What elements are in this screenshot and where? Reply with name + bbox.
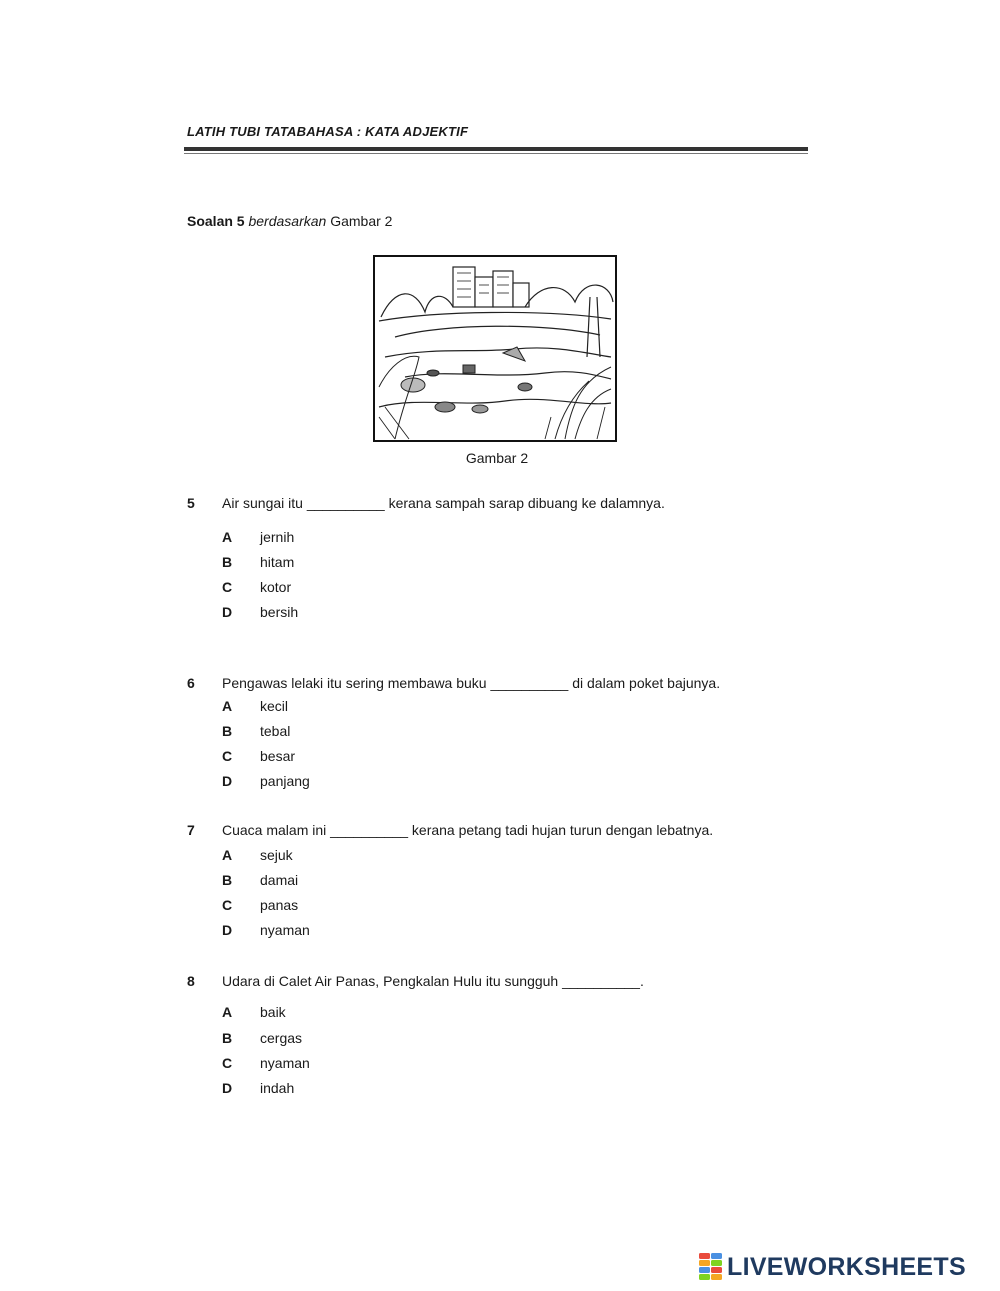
option-d[interactable] bbox=[222, 1080, 294, 1096]
option-text: cergas bbox=[260, 1030, 303, 1046]
option-c[interactable] bbox=[222, 1055, 310, 1071]
illustration-drawing bbox=[375, 257, 615, 440]
option-text: nyaman bbox=[260, 1055, 310, 1071]
option-letter: C bbox=[222, 1055, 233, 1071]
question-text: Pengawas lelaki itu sering membawa buku __________ di dalam poket bajunya. bbox=[222, 675, 721, 691]
option-d[interactable] bbox=[222, 604, 298, 620]
option-text: baik bbox=[260, 1004, 286, 1020]
option-letter: A bbox=[222, 698, 233, 714]
option-c[interactable] bbox=[222, 748, 295, 764]
option-d[interactable] bbox=[222, 773, 310, 789]
instruction-italic: berdasarkan bbox=[248, 213, 327, 229]
option-b[interactable] bbox=[222, 872, 298, 888]
question-number: 8 bbox=[187, 973, 195, 989]
option-letter: D bbox=[222, 922, 233, 938]
option-letter: B bbox=[222, 872, 233, 888]
option-letter: B bbox=[222, 723, 233, 739]
option-letter: C bbox=[222, 897, 233, 913]
option-text: panas bbox=[260, 897, 299, 913]
logo-block-4 bbox=[699, 1274, 710, 1280]
question-number: 7 bbox=[187, 822, 195, 838]
option-text: kecil bbox=[260, 698, 289, 714]
option-a[interactable] bbox=[222, 698, 288, 714]
option-b[interactable] bbox=[222, 723, 290, 739]
option-letter: C bbox=[222, 748, 233, 764]
logo-block-2 bbox=[699, 1260, 710, 1266]
logo-block-3 bbox=[699, 1267, 710, 1273]
question-text: Udara di Calet Air Panas, Pengkalan Hulu itu sungguh __________. bbox=[222, 973, 644, 989]
option-letter: C bbox=[222, 579, 233, 595]
worksheet-title: LATIH TUBI TATABAHASA : KATA ADJEKTIF bbox=[187, 124, 469, 139]
option-letter: D bbox=[222, 604, 233, 620]
header-rule bbox=[184, 147, 808, 151]
option-b[interactable] bbox=[222, 1030, 302, 1046]
logo-block-7 bbox=[711, 1267, 722, 1273]
option-letter: D bbox=[222, 773, 233, 789]
option-c[interactable] bbox=[222, 897, 298, 913]
option-letter: B bbox=[222, 554, 233, 570]
option-letter: B bbox=[222, 1030, 233, 1046]
liveworksheets-logo-icon bbox=[699, 1253, 723, 1281]
question-text: Air sungai itu __________ kerana sampah sarap dibuang ke dalamnya. bbox=[222, 495, 665, 511]
question-text: Cuaca malam ini __________ kerana petang tadi hujan turun dengan lebatnya. bbox=[222, 822, 714, 838]
option-letter: A bbox=[222, 1004, 233, 1020]
option-b[interactable] bbox=[222, 554, 294, 570]
liveworksheets-watermark bbox=[699, 1252, 966, 1282]
option-text: jernih bbox=[260, 529, 295, 545]
option-letter: A bbox=[222, 529, 233, 545]
option-a[interactable] bbox=[222, 1004, 286, 1020]
logo-block-8 bbox=[711, 1274, 722, 1280]
option-letter: D bbox=[222, 1080, 233, 1096]
option-text: tebal bbox=[260, 723, 291, 739]
option-d[interactable] bbox=[222, 922, 310, 938]
option-text: indah bbox=[260, 1080, 295, 1096]
option-text: panjang bbox=[260, 773, 310, 789]
figure-caption: Gambar 2 bbox=[465, 450, 529, 466]
option-text: nyaman bbox=[260, 922, 310, 938]
option-text: besar bbox=[260, 748, 296, 764]
option-text: damai bbox=[260, 872, 299, 888]
instruction-bold: Soalan 5 bbox=[187, 213, 245, 229]
option-c[interactable] bbox=[222, 579, 291, 595]
option-text: kotor bbox=[260, 579, 292, 595]
logo-block-6 bbox=[711, 1260, 722, 1266]
option-text: hitam bbox=[260, 554, 295, 570]
question-number: 6 bbox=[187, 675, 195, 691]
instruction-text bbox=[187, 213, 392, 229]
option-letter: A bbox=[222, 847, 233, 863]
river-pollution-illustration bbox=[373, 255, 617, 442]
option-a[interactable] bbox=[222, 529, 294, 545]
option-a[interactable] bbox=[222, 847, 293, 863]
question-number: 5 bbox=[187, 495, 195, 511]
header-rule-thin bbox=[184, 153, 808, 154]
option-text: sejuk bbox=[260, 847, 293, 863]
liveworksheets-text: LIVEWORKSHEETS bbox=[727, 1252, 966, 1281]
option-text: bersih bbox=[260, 604, 299, 620]
instruction-rest: Gambar 2 bbox=[330, 213, 393, 229]
logo-block-5 bbox=[711, 1253, 722, 1259]
logo-block-1 bbox=[699, 1253, 710, 1259]
